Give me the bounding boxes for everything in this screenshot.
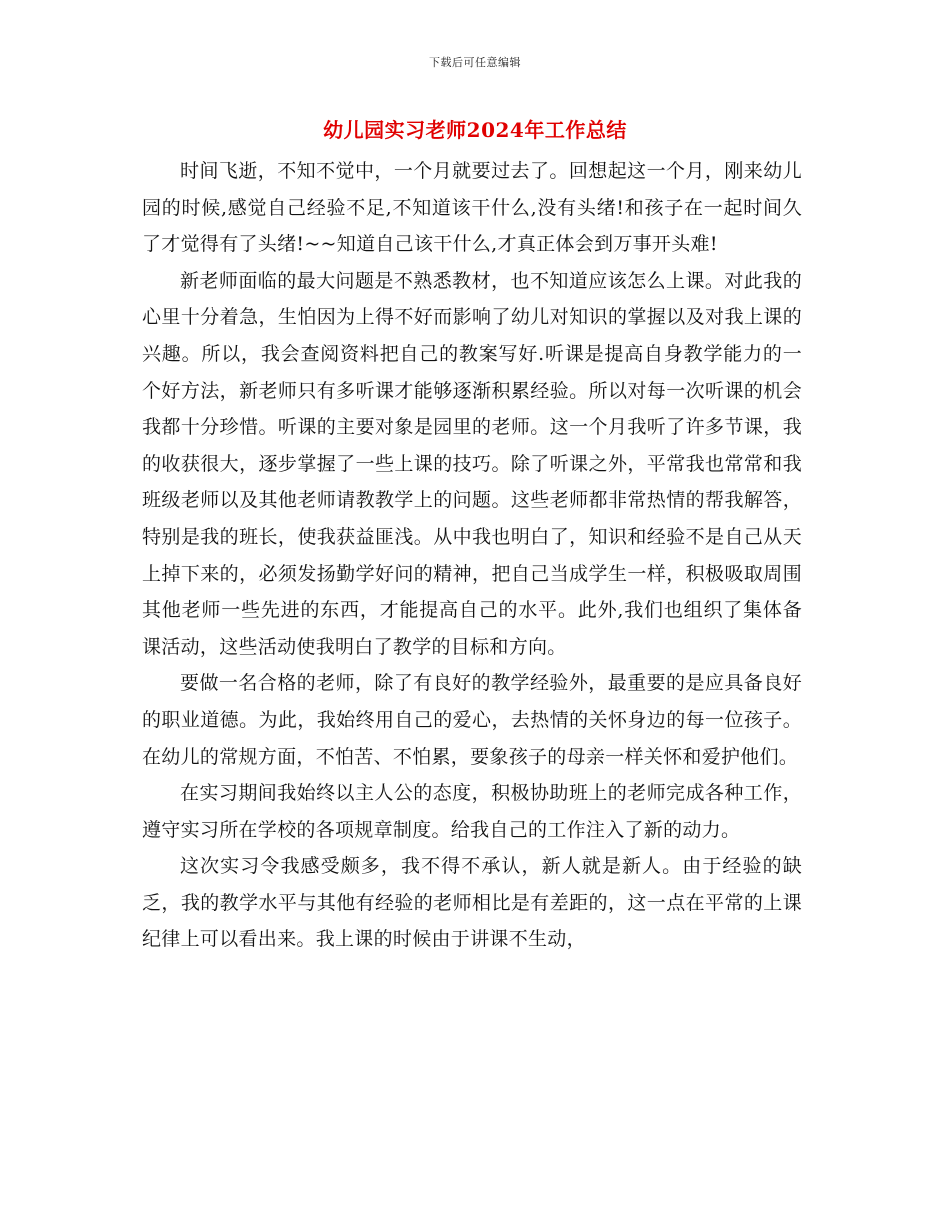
- paragraph: 这次实习令我感受颇多，我不得不承认，新人就是新人。由于经验的缺乏，我的教学水平与其他有经验的老师相比是有差距的，这一点在平常的上课纪律上可以看出来。我上课的时候由于讲课不生动，: [142, 855, 802, 951]
- document-body: [142, 153, 802, 958]
- paragraph: 要做一名合格的老师，除了有良好的教学经验外，最重要的是应具备良好的职业道德。为此，我始终用自己的爱心，去热情的关怀身边的每一位孩子。在幼儿的常规方面，不怕苦、不怕累，要象孩子的母亲一样关怀和爱护他们。: [142, 672, 802, 768]
- paragraph: 在实习期间我始终以主人公的态度，积极协助班上的老师完成各种工作，遵守实习所在学校的各项规章制度。给我自己的工作注入了新的动力。: [142, 782, 802, 841]
- paragraph: 时间飞逝，不知不觉中，一个月就要过去了。回想起这一个月，刚来幼儿园的时候,感觉自己经验不足,不知道该干什么,没有头绪!和孩子在一起时间久了才觉得有了头绪!~~知道自己该干什么,才真正体会到万事开头难!: [142, 160, 802, 256]
- paragraph: 新老师面临的最大问题是不熟悉教材，也不知道应该怎么上课。对此我的心里十分着急，生怕因为上得不好而影响了幼儿对知识的掌握以及对我上课的兴趣。所以，我会查阅资料把自己的教案写好.听课是提高自身教学能力的一个好方法，新老师只有多听课才能够逐渐积累经验。所以对每一次听课的机会我都十分珍惜。听课的主要对象是园里的老师。这一个月我听了许多节课，我的收获很大，逐步掌握了一些上课的技巧。除了听课之外，平常我也常常和我班级老师以及其他老师请教教学上的问题。这些老师都非常热情的帮我解答，特别是我的班长，使我获益匪浅。从中我也明白了，知识和经验不是自己从天上掉下来的，必须发扬勤学好问的精神，把自己当成学生一样，积极吸取周围其他老师一些先进的东西，才能提高自己的水平。此外,我们也组织了集体备课活动，这些活动使我明白了教学的目标和方向。: [142, 269, 802, 658]
- document-title: 幼儿园实习老师2024年工作总结: [323, 118, 627, 142]
- page-header-note: 下载后可任意编辑: [429, 56, 521, 69]
